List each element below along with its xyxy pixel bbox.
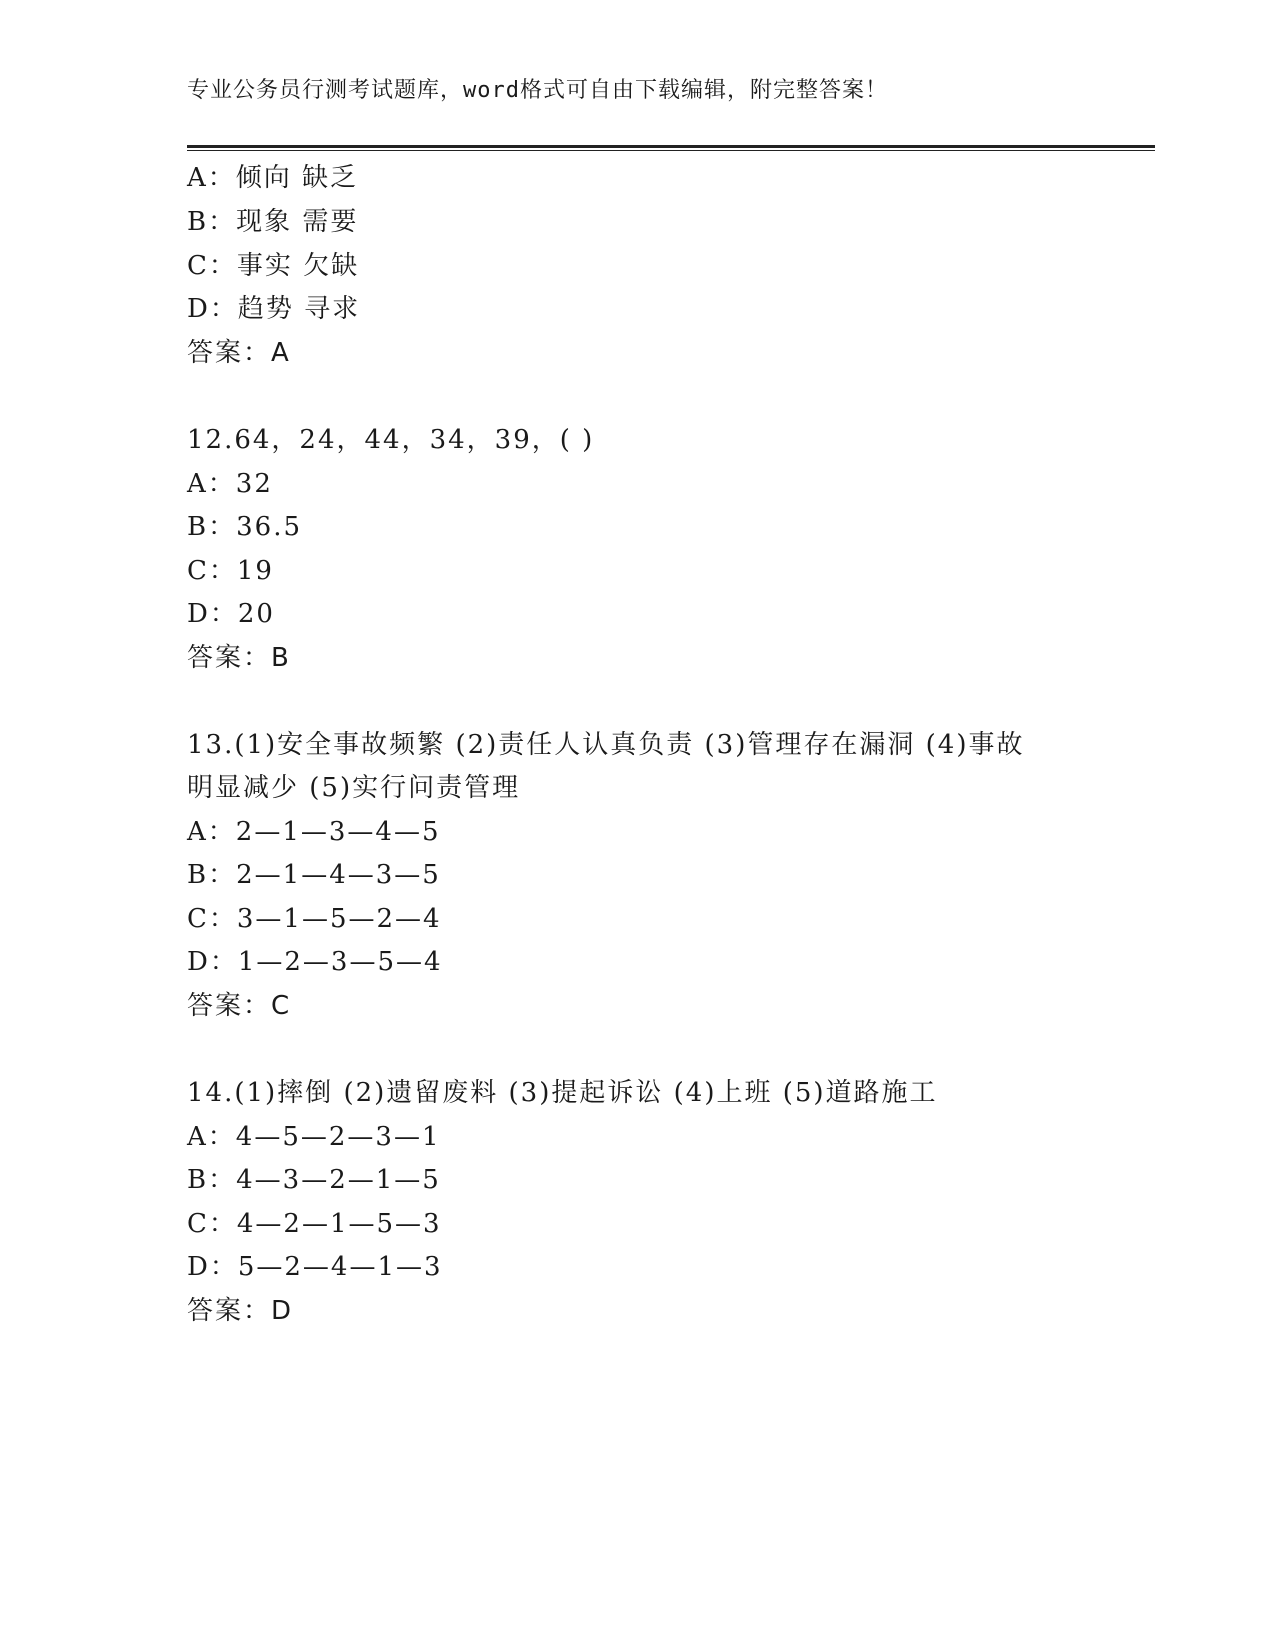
- q11-option-b: B：现象 需要: [187, 207, 359, 237]
- q12-option-d: D：20: [187, 599, 275, 629]
- q12-answer: 答案：B: [187, 643, 291, 673]
- q14-option-b: B：4—3—2—1—5: [187, 1165, 441, 1195]
- q12-stem: 12.64，24，44，34，39，( ): [187, 425, 595, 455]
- q14-stem: 14.(1)摔倒 (2)遗留废料 (3)提起诉讼 (4)上班 (5)道路施工: [187, 1078, 938, 1108]
- q14-option-c: C：4—2—1—5—3: [187, 1209, 442, 1239]
- q13-option-a: A：2—1—3—4—5: [187, 817, 441, 847]
- q13-stem-line2: 明显减少 (5)实行问责管理: [187, 773, 521, 803]
- header-rule-thin: [187, 150, 1155, 151]
- q14-option-a: A：4—5—2—3—1: [187, 1122, 441, 1152]
- q13-option-b: B：2—1—4—3—5: [187, 860, 441, 890]
- q14-option-d: D：5—2—4—1—3: [187, 1252, 443, 1282]
- q12-option-b: B：36.5: [187, 512, 302, 542]
- q13-option-c: C：3—1—5—2—4: [187, 904, 442, 934]
- q14-answer: 答案：D: [187, 1296, 294, 1326]
- q13-answer: 答案：C: [187, 991, 292, 1021]
- q13-option-d: D：1—2—3—5—4: [187, 947, 443, 977]
- q13-stem-line1: 13.(1)安全事故频繁 (2)责任人认真负责 (3)管理存在漏洞 (4)事故: [187, 730, 1025, 760]
- q12-option-a: A：32: [187, 469, 273, 499]
- q11-answer: 答案：A: [187, 338, 291, 368]
- q11-option-a: A：倾向 缺乏: [187, 163, 359, 193]
- header-text: 专业公务员行测考试题库，word格式可自由下载编辑，附完整答案！: [187, 78, 888, 103]
- q11-option-d: D：趋势 寻求: [187, 294, 361, 324]
- q12-option-c: C：19: [187, 556, 274, 586]
- header-rule-thick: [187, 145, 1155, 148]
- q11-option-c: C：事实 欠缺: [187, 251, 360, 281]
